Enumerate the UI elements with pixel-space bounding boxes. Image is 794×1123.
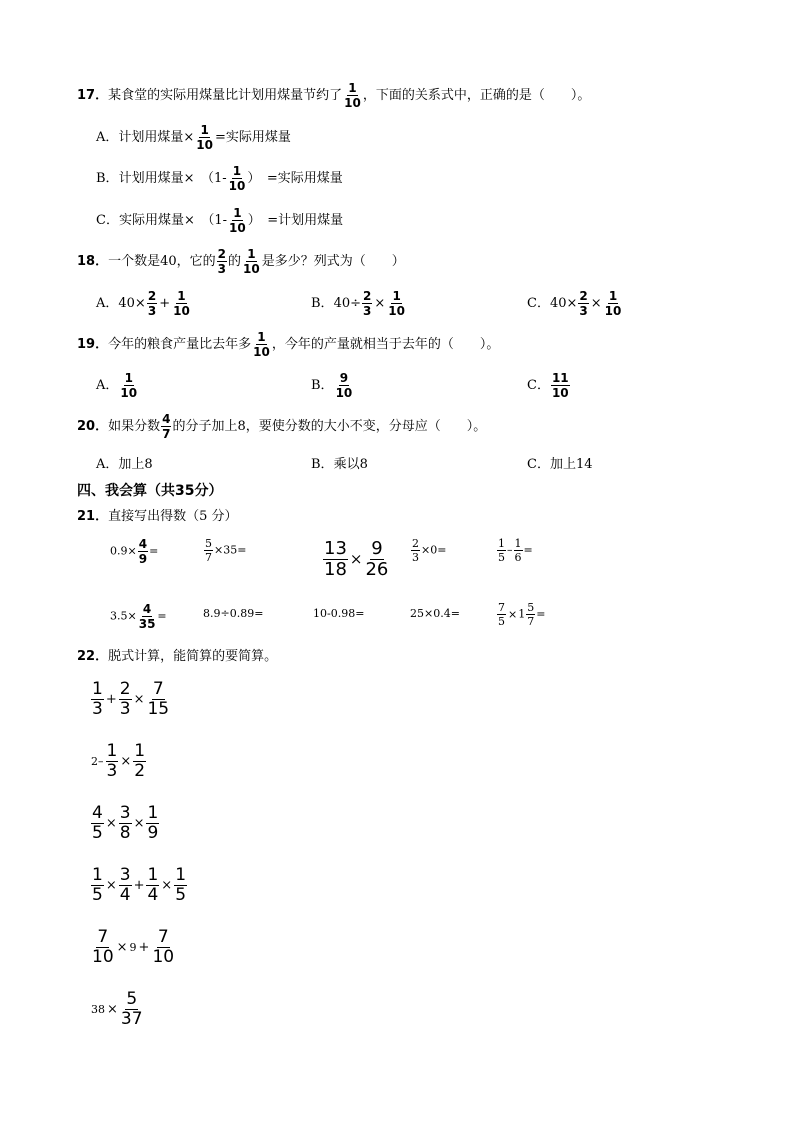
option-c[interactable] bbox=[527, 290, 623, 317]
operator: × bbox=[374, 296, 386, 311]
option-c[interactable] bbox=[527, 458, 593, 471]
calc-item-1 bbox=[110, 538, 158, 565]
expr-text: 0.9× bbox=[110, 544, 137, 558]
fraction: $\frac{11}{10}$ bbox=[551, 371, 569, 400]
operator: × bbox=[120, 754, 132, 769]
fraction: $\frac{2}{3}$ bbox=[119, 679, 131, 719]
option-text: 加上14 bbox=[549, 457, 593, 472]
expr-text: ×35= bbox=[214, 543, 247, 557]
fraction: $\frac{2}{3}$ bbox=[217, 247, 226, 276]
fraction: $\frac{1}{10}$ bbox=[253, 330, 270, 359]
fraction: $\frac{5}{37}$ bbox=[120, 989, 143, 1029]
fraction: $\frac{1}{10}$ bbox=[228, 164, 246, 193]
calc-item-2 bbox=[203, 538, 246, 563]
question-number: 22． bbox=[77, 649, 109, 664]
fraction: $\frac{3}{4}$ bbox=[119, 865, 131, 905]
fraction: $\frac{2}{3}$ bbox=[363, 289, 372, 318]
fraction: $\frac{2}{3}$ bbox=[412, 537, 419, 564]
fraction: $\frac{4}{35}$ bbox=[138, 602, 156, 631]
option-label: B． bbox=[311, 296, 334, 311]
option-a[interactable] bbox=[96, 290, 192, 317]
expression-1 bbox=[90, 681, 171, 718]
question-number: 21． bbox=[77, 509, 109, 524]
question-number: 18． bbox=[77, 254, 109, 269]
operator: – bbox=[507, 543, 513, 557]
calc-item-7: 8.9÷0.89= bbox=[203, 607, 264, 620]
question-text: 今年的粮食产量比去年多 bbox=[108, 337, 252, 352]
fraction: $\frac{1}{5}$ bbox=[92, 865, 103, 905]
operator: × bbox=[116, 940, 128, 955]
option-a[interactable] bbox=[96, 372, 139, 399]
section-title: 四、我会算（共35分） bbox=[77, 483, 223, 499]
option-text: 实际用煤量× （1- bbox=[118, 213, 228, 228]
question-text: 如果分数 bbox=[108, 419, 161, 434]
expression-5 bbox=[90, 929, 176, 966]
operator: + bbox=[105, 692, 117, 707]
question-text: 直接写出得数（5 分） bbox=[108, 509, 238, 524]
calc-item-5 bbox=[496, 538, 533, 563]
expr-text: 2– bbox=[91, 755, 104, 768]
question-text: 的分子加上8，要使分数的大小不变，分母应（ ）。 bbox=[172, 419, 487, 434]
fraction: $\frac{2}{3}$ bbox=[147, 289, 157, 318]
fraction: $\frac{1}{10}$ bbox=[120, 371, 138, 400]
operator: + bbox=[133, 878, 145, 893]
option-b[interactable] bbox=[311, 290, 407, 317]
option-text: ） =实际用煤量 bbox=[247, 171, 343, 186]
option-label: A． bbox=[96, 378, 119, 393]
question-text: 的 bbox=[228, 254, 242, 269]
expr-text: = bbox=[157, 609, 167, 623]
fraction: $\frac{1}{3}$ bbox=[106, 741, 118, 781]
question-text: ，下面的关系式中，正确的是（ ）。 bbox=[362, 88, 591, 103]
option-text: 40× bbox=[549, 296, 578, 311]
question-text: 一个数是40，它的 bbox=[108, 254, 216, 269]
question-number: 17． bbox=[77, 88, 109, 103]
option-text: 计划用煤量× bbox=[118, 130, 195, 145]
operator: × bbox=[508, 608, 518, 621]
question-22 bbox=[77, 650, 277, 663]
question-text: 某食堂的实际用煤量比计划用煤量节约了 bbox=[108, 88, 343, 103]
expression-4 bbox=[90, 867, 188, 904]
option-text: 加上8 bbox=[118, 457, 153, 472]
option-text: 40÷ bbox=[333, 296, 361, 311]
expression-6 bbox=[90, 991, 145, 1028]
option-c[interactable] bbox=[96, 207, 343, 234]
fraction: $\frac{4}{7}$ bbox=[162, 412, 171, 441]
option-label: C． bbox=[96, 213, 119, 228]
fraction: $\frac{1}{6}$ bbox=[514, 537, 522, 564]
option-b[interactable] bbox=[96, 165, 343, 192]
fraction: $\frac{2}{3}$ bbox=[579, 289, 588, 318]
expression-3 bbox=[90, 805, 160, 842]
fraction: $\frac{1}{3}$ bbox=[92, 679, 103, 719]
option-label: A． bbox=[96, 296, 119, 311]
option-a[interactable] bbox=[96, 458, 153, 471]
option-label: C． bbox=[527, 457, 550, 472]
fraction: $\frac{13}{18}$ bbox=[324, 538, 347, 580]
fraction: $\frac{4}{9}$ bbox=[138, 537, 148, 566]
calc-item-8: 10-0.98= bbox=[313, 607, 365, 620]
expr-text: 9 bbox=[129, 941, 137, 954]
option-text: ） =计划用煤量 bbox=[247, 213, 344, 228]
fraction: $\frac{1}{10}$ bbox=[196, 123, 213, 152]
operator: + bbox=[159, 296, 171, 311]
operator: × bbox=[590, 296, 602, 311]
expression-2 bbox=[90, 743, 147, 780]
option-c[interactable] bbox=[527, 372, 571, 399]
option-label: C． bbox=[527, 378, 550, 393]
fraction: $\frac{1}{10}$ bbox=[604, 289, 622, 318]
option-b[interactable] bbox=[311, 372, 354, 399]
question-21 bbox=[77, 510, 238, 523]
fraction: $\frac{1}{2}$ bbox=[134, 741, 146, 781]
option-label: B． bbox=[311, 378, 334, 393]
option-text: 40× bbox=[118, 296, 146, 311]
option-a[interactable] bbox=[96, 124, 291, 151]
operator: × bbox=[133, 692, 145, 707]
expr-text: ×0= bbox=[421, 543, 447, 557]
fraction: $\frac{9}{26}$ bbox=[365, 538, 389, 580]
question-number: 19． bbox=[77, 337, 109, 352]
expr-text: = bbox=[536, 607, 546, 621]
fraction: $\frac{1}{9}$ bbox=[147, 803, 159, 843]
calc-item-10 bbox=[496, 602, 545, 627]
question-17 bbox=[77, 82, 590, 109]
operator: + bbox=[138, 940, 150, 955]
question-text: 是多少？列式为（ ） bbox=[261, 254, 405, 269]
option-label: C． bbox=[527, 296, 550, 311]
fraction: $\frac{1}{10}$ bbox=[388, 289, 405, 318]
expr-text: = bbox=[149, 544, 159, 558]
fraction: $\frac{1}{10}$ bbox=[229, 206, 246, 235]
option-label: A． bbox=[96, 130, 119, 145]
question-19 bbox=[77, 331, 499, 358]
option-text: 计划用煤量× （1- bbox=[118, 171, 227, 186]
fraction: $\frac{3}{8}$ bbox=[119, 803, 131, 843]
fraction: $\frac{1}{4}$ bbox=[147, 865, 159, 905]
fraction: $\frac{1}{10}$ bbox=[173, 289, 190, 318]
operator: × bbox=[349, 550, 363, 568]
option-label: B． bbox=[96, 171, 119, 186]
operator: × bbox=[105, 878, 117, 893]
question-text: ，今年的产量就相当于去年的（ ）。 bbox=[271, 337, 500, 352]
fraction: $\frac{1}{10}$ bbox=[243, 247, 260, 276]
operator: × bbox=[105, 816, 117, 831]
calc-item-6 bbox=[110, 603, 167, 630]
calc-item-4 bbox=[410, 538, 446, 563]
fraction: $\frac{9}{10}$ bbox=[335, 371, 353, 400]
expr-text: 3.5× bbox=[110, 609, 137, 623]
fraction: $\frac{7}{15}$ bbox=[147, 679, 170, 719]
operator: × bbox=[161, 878, 173, 893]
option-label: B． bbox=[311, 457, 334, 472]
fraction: $\frac{1}{5}$ bbox=[498, 537, 505, 564]
question-20 bbox=[77, 413, 486, 440]
fraction: $\frac{7}{10}$ bbox=[152, 927, 175, 967]
fraction: $\frac{5}{7}$ bbox=[527, 601, 535, 628]
fraction: $\frac{7}{5}$ bbox=[498, 601, 505, 628]
option-text: =实际用煤量 bbox=[215, 130, 291, 145]
option-text: 乘以8 bbox=[333, 457, 368, 472]
expr-text: = bbox=[523, 543, 533, 557]
operator: × bbox=[133, 816, 145, 831]
expr-text: 1 bbox=[518, 607, 526, 621]
fraction: $\frac{5}{7}$ bbox=[205, 537, 212, 564]
calc-item-3 bbox=[322, 540, 390, 579]
question-text: 脱式计算，能简算的要简算。 bbox=[108, 649, 278, 664]
fraction: $\frac{1}{5}$ bbox=[175, 865, 187, 905]
fraction: $\frac{7}{10}$ bbox=[92, 927, 114, 967]
fraction: $\frac{4}{5}$ bbox=[92, 803, 103, 843]
option-b[interactable] bbox=[311, 458, 368, 471]
calc-item-9: 25×0.4= bbox=[410, 607, 460, 620]
fraction: $\frac{1}{10}$ bbox=[344, 81, 361, 110]
option-label: A． bbox=[96, 457, 119, 472]
expr-text: 38 bbox=[91, 1003, 105, 1016]
question-number: 20． bbox=[77, 419, 109, 434]
question-18 bbox=[77, 248, 405, 275]
operator: × bbox=[107, 1002, 118, 1017]
